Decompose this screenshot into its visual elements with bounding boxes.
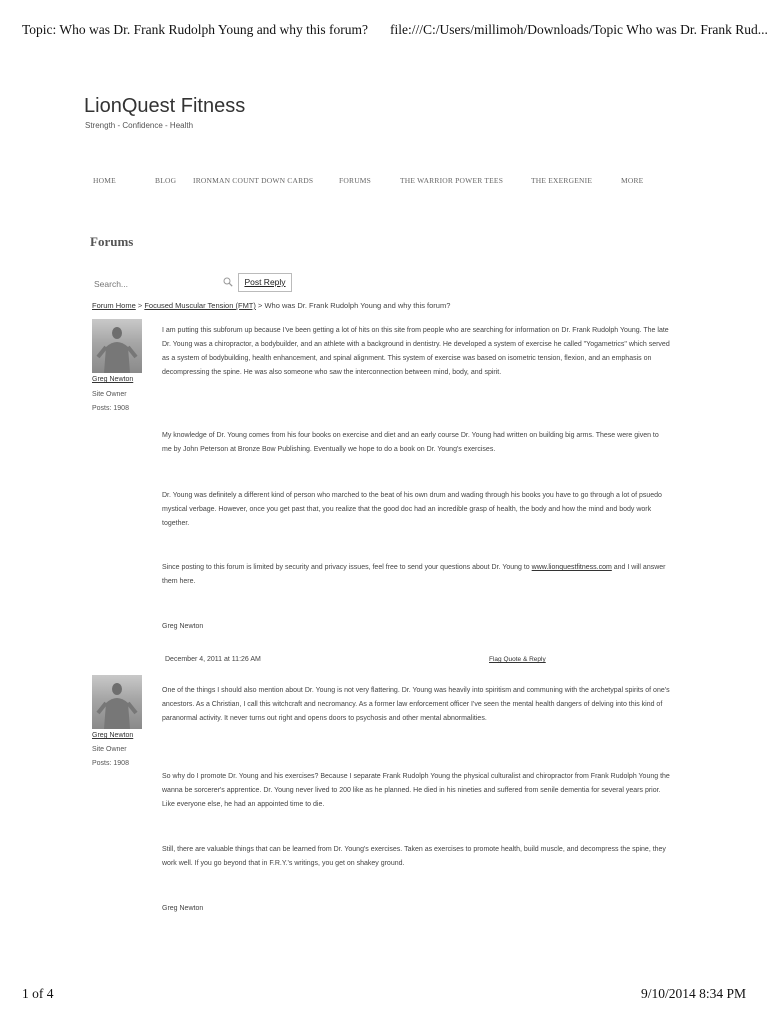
nav-home[interactable]: HOME xyxy=(93,176,116,185)
website-link[interactable]: www.lionquestfitness.com xyxy=(531,564,612,571)
post-author[interactable]: Greg Newton xyxy=(92,732,134,739)
nav-forums[interactable]: FORUMS xyxy=(339,176,372,185)
nav-more[interactable]: MORE xyxy=(621,176,644,185)
post-paragraph: I am putting this subforum up because I've been getting a lot of hits on this site from people who are searching for information on Dr. Frank Rudolph Young. The late Dr. Young was a chiropractor, a bodybuilder, and an athlete with a background in dentistry. He developed a system of exercise he called "Yogametrics" which served as a system of bodybuilding, health enhancement, and spinal alignment. This system of exercise was based on isometric tension, flexion, and an emphasis on decompressing the spine. He was also someone who saw the interconnection between mind, body, and spirit. xyxy=(162,327,670,376)
breadcrumb-forum-home[interactable]: Forum Home xyxy=(92,301,136,310)
forums-heading: Forums xyxy=(90,234,134,249)
post-paragraph: Still, there are valuable things that can be learned from Dr. Young's exercises. Taken as exercises to promote health, build muscle, and decompress the spine, they work well. If you go beyond that in F.R.Y.'s writings, you get on shakey ground. xyxy=(162,846,666,867)
print-footer-page: 1 of 4 xyxy=(22,986,54,1001)
search-icon[interactable] xyxy=(223,277,233,287)
author-role: Site Owner xyxy=(92,391,127,398)
breadcrumb xyxy=(92,301,450,310)
post-signature: Greg Newton xyxy=(162,905,204,912)
post-paragraph: So why do I promote Dr. Young and his exercises? Because I separate Frank Rudolph Young the physical culturalist and chiropractor from Frank Rudolph Young the wanna be sorcerer's apprentice. Dr. Young never lived to 200 like as he planned. He died in his nineties and suffered from senile dementia for several years prior. Like everyone else, he had an appointed time to die. xyxy=(162,773,670,808)
breadcrumb-topic: Who was Dr. Frank Rudolph Young and why this forum? xyxy=(264,301,451,310)
nav-ironman-count-down-cards[interactable]: IRONMAN COUNT DOWN CARDS xyxy=(193,176,314,185)
site-tagline: Strength - Confidence - Health xyxy=(85,121,194,130)
user-photo-icon xyxy=(92,675,142,729)
author-post-count: Posts: 1908 xyxy=(92,405,129,412)
post-signature: Greg Newton xyxy=(162,623,204,630)
nav-exergenie[interactable]: THE EXERGENIE xyxy=(531,176,593,185)
post-text: Since posting to this forum is limited by security and privacy issues, feel free to send your questions about Dr. Young to xyxy=(162,564,532,571)
user-photo-icon xyxy=(92,319,142,373)
print-header-title: Topic: Who was Dr. Frank Rudolph Young and why this forum? xyxy=(22,22,369,37)
post-paragraph: My knowledge of Dr. Young comes from his four books on exercise and diet and an early course Dr. Young had written on building big arms. These were given to me by John Peterson at Bronze Bow Publishing. Eventually we hope to do a book on Dr. Young's exercises. xyxy=(162,432,659,453)
post-reply-button[interactable]: Post Reply xyxy=(238,273,292,292)
nav-warrior-power-tees[interactable]: THE WARRIOR POWER TEES xyxy=(400,176,504,185)
post-author[interactable]: Greg Newton xyxy=(92,376,134,383)
author-role: Site Owner xyxy=(92,746,127,753)
breadcrumb-separator: > xyxy=(135,301,145,310)
print-footer-datetime: 9/10/2014 8:34 PM xyxy=(640,986,746,1001)
breadcrumb-section[interactable]: Focused Muscular Tension (FMT) xyxy=(144,301,256,310)
avatar[interactable] xyxy=(92,675,142,729)
post-text: and I will answer them here. xyxy=(162,564,666,585)
post-paragraph xyxy=(162,561,670,589)
nav-blog[interactable]: BLOG xyxy=(155,176,177,185)
post-paragraph: Dr. Young was definitely a different kind of person who marched to the beat of his own drum and wading through his books you have to go through a lot of psuedo mystical verbage. However, once you get past that, you realize that the good doc had an incredible grasp of health, the body and how the mind and body work together. xyxy=(162,492,662,527)
avatar[interactable] xyxy=(92,319,142,373)
post-date: December 4, 2011 at 11:26 AM xyxy=(165,656,261,663)
author-post-count: Posts: 1908 xyxy=(92,760,129,767)
breadcrumb-separator: > xyxy=(255,301,265,310)
print-header-url: file:///C:/Users/millimoh/Downloads/Topic Who was Dr. Frank Rud... xyxy=(390,22,768,37)
post-paragraph: One of the things I should also mention about Dr. Young is not very flattering. Dr. Young was heavily into spiritism and communing with the archetypal spirits of one's ancestors. As a Christian, I call this witchcraft and necromancy. As a former law enforcement officer I've seen the mental health dangers of delving into this kind of paranormal activity. It never turns out right and opens doors to psychosis and other mental abnormalities. xyxy=(162,687,670,722)
search-input[interactable] xyxy=(92,274,240,294)
post-actions[interactable]: Flag Quote & Reply xyxy=(489,656,546,663)
site-title[interactable]: LionQuest Fitness xyxy=(84,95,246,117)
